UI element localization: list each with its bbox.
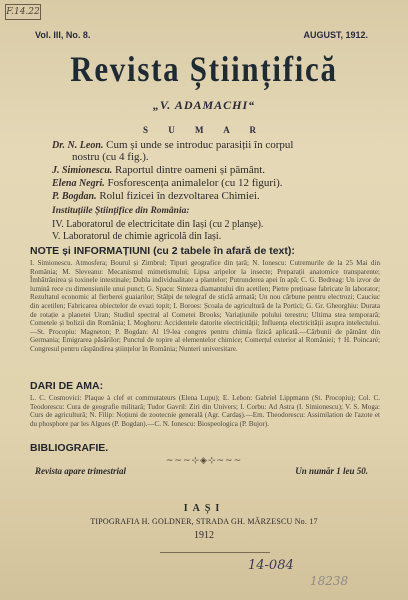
toc-author: Elena Negri. [52,178,105,189]
journal-title: Revista Științifică [70,49,338,89]
imprint-printer: TIPOGRAFIA H. GOLDNER, STRADA GH. MĂRZESCU No. 17 [90,517,318,526]
volume-number: Vol. III, No. 8. [35,30,91,40]
toc-entry [52,191,260,203]
frequency-note: Revista apare trimestrial [35,466,126,476]
toc-entry [52,140,293,152]
reviews-text: L. C. Cosmovici: Plaque à clef et commutateurs (Elena Lupu); E. Lebon: Gabriel Lippmann (St. Procopiu); Col. C. Teodorescu: Cura de geografie militară; Tudor Gavril: Ziri din Univers; I. Corbu: Ad Astra (I. Simionescu); V. S. Moga: Curs de agricultură; N. Filip: Noțiuni de zootecnie generală (Agr. Cardaș).—Em. Theodorescu: Assimilation de l'azote et du phosphore par les Algues (P. Bogdan).—C. N. Ionescu: Biospeologica (P. Bujor). [30,394,380,428]
ornament-divider: ~~~⊹◈⊹~~~ [165,456,243,466]
toc-title: Rolul fizicei în dezvoltarea Chimiei. [99,190,260,202]
notes-text: I. Simionescu. Atmosfera; Bourul și Zimbrul; Tipuri geografice din țară; N. Ionescu: Cutremurile de la 25 Mai din România; M. Sleveanu: Mecanismul mimetismului; Lipsa aripelor la insecte; Preparații anatomice transparente; Îmbătrânirea și toxinele intestinale; Dubla individualitate a plantelor; Putrunderea apei în apă; C. G. Bedreag: Un izvor de lumină rece cu dimensiunile unui punct; G. Spacu: Sinteza diamantului din acetilen; Pietre prețioase fabricate în laborator; Rezultatul economic al fierberei guaiarilor; Stâlpi de telegraf de sticlă armată; Un nou cărbune pentru electrozi; Cauciuc din acetilen; Fabricarea obiectelor de evazi topit; I. Boroes: Școala de agricultură de la Portici; G. Gr. Gheorghiu: Durata de rotație a planetei Uran; Studiul spectral al Cometei Brooks; Variațiunile polului terestru; Ultima stea temporară; Cometele și bolizii din România; I. Moghoru: Accidentele datorite electricității; Influența electricității asupra intelectului.—St. Procopiu: Magneton; P. Bogdan: Al 19-lea congres pentru chimia fizică aplicată.—Cărbunii de pământ din Germania; Emigrarea păsărilor; Punctul de topire al elementelor chimice; Comerțul exterior al României; † H. Poincaré; Congresul pentru răspândirea științelor în România; Nunteri universitare. [30,259,380,353]
publication-info [35,466,368,476]
institute-item: IV. Laboratorul de electricitate din Iași (cu 2 planșe). [52,219,264,230]
price-note: Un număr 1 leu 50. [295,466,368,476]
bottom-divider [160,552,270,553]
toc-title: Fosforescența animalelor (cu 12 figuri). [107,177,283,189]
bibliography-heading: BIBLIOGRAFIE. [30,442,109,454]
institute-item: V. Laboratorul de chimie agricolă din Iași. [52,231,222,242]
journal-subtitle: „V. ADAMACHI“ [152,98,256,112]
reviews-heading: DARI DE AMA: [30,380,104,392]
imprint-year: 1912 [194,530,214,541]
issue-header [35,30,368,40]
toc-author: P. Bogdan. [52,191,97,202]
catalog-stamp: F.14.22 [5,4,41,20]
toc-entry [72,152,149,164]
issue-date: AUGUST, 1912. [303,30,368,40]
toc-author: J. Simionescu. [52,165,113,176]
contents-label: S U M A R [142,125,265,135]
toc-title: Raportul dintre oameni și pământ. [115,164,266,176]
handwritten-number: 18238 [310,574,349,588]
imprint-city: IAȘI [183,503,225,514]
notes-heading: NOTE și INFORMAȚIUNI (cu 2 tabele în afară de text): [30,245,295,257]
toc-title: Cum și unde se introduc parasiții în corpul [106,139,294,151]
toc-entry [52,165,265,177]
handwritten-note: 14-084 [248,558,294,573]
toc-title: nostru (cu 4 fig.). [72,151,149,163]
toc-entry [52,178,283,190]
toc-author: Dr. N. Leon. [52,140,104,151]
institutes-heading: Instituțiile Științifice din România: [52,206,190,216]
